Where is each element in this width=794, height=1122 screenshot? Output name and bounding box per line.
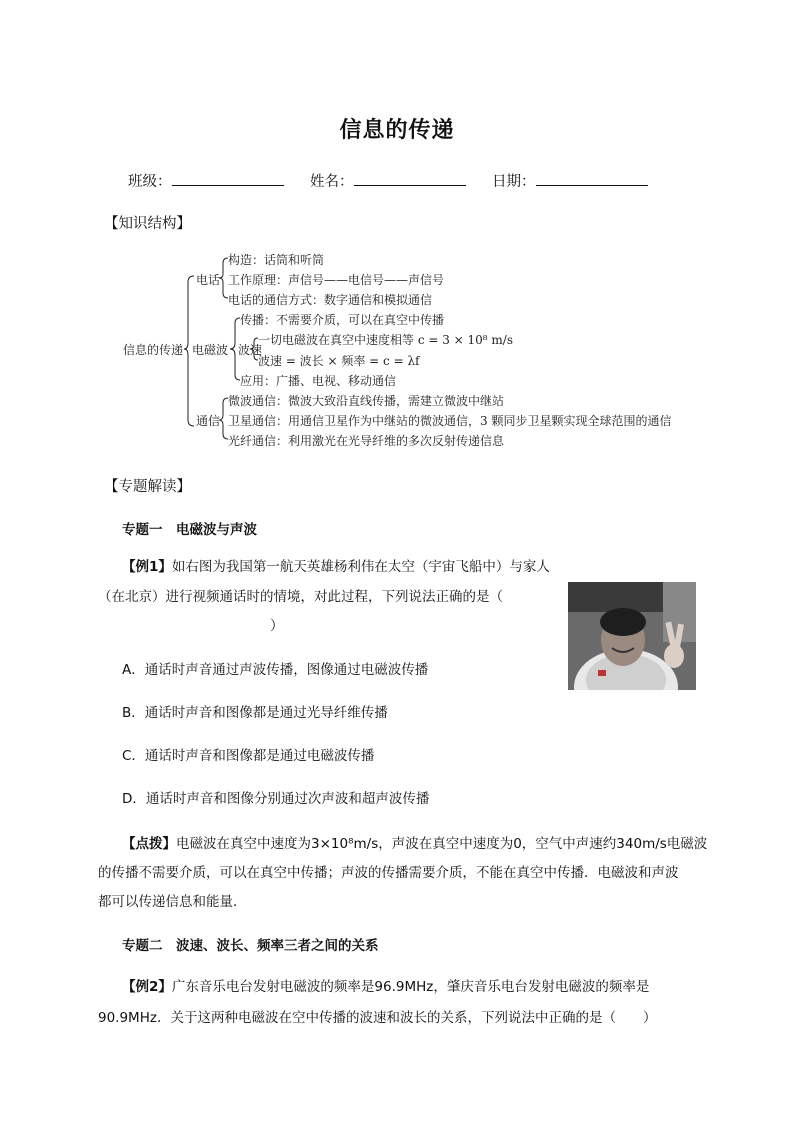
tree-comm-label: 通信 <box>196 414 221 428</box>
comm-brace <box>219 398 228 439</box>
tree-phone-item: 电话的通信方式：数字通信和模拟通信 <box>228 293 433 307</box>
example-2-line: 90.9MHz．关于这两种电磁波在空中传播的波速和波长的关系，下列说法中正确的是（ ） <box>98 1010 657 1026</box>
tree-comm-item: 光纤通信：利用激光在光导纤维的多次反射传递信息 <box>228 434 505 448</box>
tip-line <box>122 830 707 858</box>
tree-root: 信息的传递 <box>123 343 184 357</box>
tree-phone-item: 工作原理：声信号——电信号——声信号 <box>228 273 445 287</box>
example-2-text: 广东音乐电台发射电磁波的频率是96.9MHz，肇庆音乐电台发射电磁波的频率是 <box>171 979 650 995</box>
tip-line: 的传播不需要介质，可以在真空中传播；声波的传播需要介质，不能在真空中传播．电磁波和声波 <box>98 865 679 881</box>
tree-em-label: 电磁波 <box>192 343 229 357</box>
tree-em-speed-label: 波速 <box>238 343 263 357</box>
tree-em-speed-item: 波速 = 波长 × 频率 = c = λf <box>258 354 420 368</box>
astronaut-image <box>568 582 696 690</box>
example-1-line: ） <box>270 618 284 634</box>
example-1-line: （在北京）进行视频通话时的情境，对此过程，下列说法正确的是（ <box>98 589 503 605</box>
example-1-tag: 【例1】 <box>122 559 172 575</box>
section-knowledge-structure: 【知识结构】 <box>104 216 191 232</box>
example-1-text: 如右图为我国第一航天英雄杨利伟在太空（宇宙飞船中）与家人 <box>171 559 550 575</box>
topic-2-heading: 专题二 波速、波长、频率三者之间的关系 <box>122 938 379 954</box>
option-d: D．通话时声音和图像分别通过次声波和超声波传播 <box>122 791 430 807</box>
tree-em-application: 应用：广播、电视、移动通信 <box>240 374 397 388</box>
option-c: C．通话时声音和图像都是通过电磁波传播 <box>122 748 375 764</box>
tip-text: 电磁波在真空中速度为3×10⁸m/s，声波在真空中速度为0，空气中声速约340m/s电磁波 <box>176 836 708 852</box>
phone-brace <box>219 258 228 298</box>
topic-1-heading: 专题一 电磁波与声波 <box>122 522 257 538</box>
tree-em-spread: 传播：不需要介质，可以在真空中传播 <box>240 313 445 327</box>
tree-comm-item: 微波通信：微波大致沿直线传播，需建立微波中继站 <box>228 394 505 408</box>
example-2-tag: 【例2】 <box>122 979 172 995</box>
tree-phone-label: 电话 <box>196 273 221 287</box>
name-label: 姓名： <box>310 174 354 190</box>
tree-em-speed-item: 一切电磁波在真空中速度相等 c = 3 × 10⁸ m/s <box>258 333 514 347</box>
tip-line: 都可以传递信息和能量． <box>98 894 247 910</box>
option-a: A．通话时声音通过声波传播，图像通过电磁波传播 <box>122 662 429 678</box>
section-topic-reading: 【专题解读】 <box>104 479 191 495</box>
tree-comm-item: 卫星通信：用通信卫星作为中继站的微波通信，3 颗同步卫星颗实现全球范围的通信 <box>228 414 672 428</box>
tip-tag: 【点拨】 <box>122 836 176 852</box>
example-2-line <box>122 973 649 1001</box>
example-1-line <box>122 553 550 581</box>
date-label: 日期： <box>492 174 536 190</box>
option-b: B．通话时声音和图像都是通过光导纤维传播 <box>122 705 388 721</box>
astronaut-photo <box>568 582 696 690</box>
page-title: 信息的传递 <box>339 118 455 143</box>
tree-phone-item: 构造：话筒和听筒 <box>228 253 325 267</box>
class-label: 班级： <box>128 174 172 190</box>
